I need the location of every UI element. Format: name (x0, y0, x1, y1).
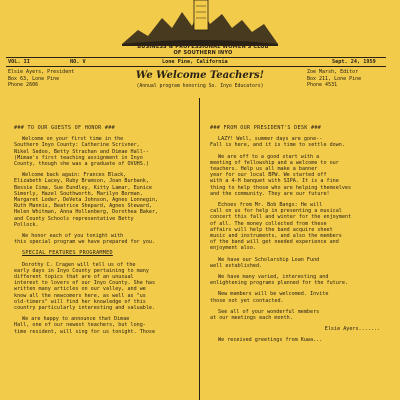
banner-subtitle: (Annual program honoring So. Inyo Educators) (136, 84, 264, 89)
left-paragraph-5: We are happy to announce that Dimae Hall, one of our newest teachers, but long- time resident, will sing for us tonight. Those (14, 316, 156, 335)
right-paragraph-1: LAZY! Well, summer days are gone-- Fall is here, and it is time to settle down. (210, 136, 345, 149)
presidents-desk-heading: ### FROM OUR PRESIDENT'S DESK ### (210, 125, 322, 131)
club-name (113, 44, 293, 56)
issue-date: Sept. 24, 1959 (332, 59, 376, 65)
right-paragraph-3: Echoes from Mr. Bob Bangs: He will call on us for help in presenting a musical concert this fall and winter for the enjoyment of all. The money collected from these affairs will help the band acquire sheet music and instruments, and also the members of the band will get needed experience and enjoyment also. (210, 202, 352, 252)
president-info (8, 69, 74, 89)
masthead-top-rule (6, 57, 386, 58)
president-signature: Elsie Ayers....... (324, 326, 380, 333)
editor-name: Zoe Marsh, Editor (307, 69, 359, 75)
masthead-bottom-rule (6, 66, 386, 67)
right-paragraph-5: We have many varied, interesting and enlightening programs planned for the future. (210, 274, 349, 287)
left-paragraph-4: Dorothy C. Cragen will tell us of the early days in Inyo County pertaining to many different topics that are of an unusual interest to lovers of our Inyo County. She has written many articles on our valley, and we know all the newcomers here, as well as "us old-timers" will find her knowledge of this country particularly interesting and valuable. (14, 261, 156, 312)
president-box: Box 63, Lone Pine (8, 75, 60, 82)
special-features-heading-text: SPECIAL FEATURES PROGRAMMED (22, 250, 113, 257)
number-label: NO. V (70, 59, 86, 65)
right-column (210, 125, 394, 349)
club-name-line-2: OF SOUTHERN INYO (173, 50, 233, 56)
left-column (14, 125, 196, 340)
location-label: Lone Pine, California (162, 59, 228, 65)
left-paragraph-3: We honor each of you tonight with this special program we have prepared for you. (14, 233, 156, 246)
column-divider (199, 98, 200, 400)
right-trailing-text: We received greetings from Kuwa... (218, 337, 323, 344)
right-paragraph-6: New members will be welcomed. Invite those not yet contacted. (210, 291, 329, 304)
left-paragraph-1: Welcome on your first time in the Southern Inyo County: Catherine Scrivner, Nikel Sedoo, Betty Strachan and Dimae Hall-- (Mimae's first teaching assignment in Inyo County, though she was a graduate of OVUHS.) (14, 136, 149, 168)
right-paragraph-4: We have our Scholarship Loan Fund well established. (210, 256, 320, 269)
editor-box: Box 211, Lone Pine (307, 75, 362, 82)
editor-info (307, 69, 361, 89)
president-name: Elsie Ayers, President (8, 69, 75, 75)
right-paragraph-7: See all of your wonderful members at our meetings each month. (210, 308, 320, 322)
club-name-line-1: BUSINESS & PROFESSIONAL WOMEN'S CLUB (137, 44, 269, 50)
right-paragraph-2: We are off to a good start with a meeting of fellowship and a welcome to our teachers. Help us all make a banner year for our local BPW. We started off with a 4-H banquet with SIPA. It is a fine thing to help those who are helping themselves and the community. They are our future! (210, 153, 352, 197)
left-paragraph-2: Welcome back again: Frances Black, Elizabeth Lacey, Ruby Bramson, Joan Burbank, Bessie Cima, Sue Eundley, Kitty Lamar, Eunice Simerly, Hazel Southworth, Marilyn Borman, Margaret Loder, DeVeta Johnson, Agnes Lonnegin, Ruth Mannis, Beatrice Shepard, Agnes Steward, Helen Whitman, Anna Hollenberg, Dorothea Baker, and County Schools representative Betty Pollock. (14, 172, 159, 228)
president-phone: Phone 2606 (8, 82, 39, 89)
special-features-heading (22, 250, 196, 256)
editor-phone: Phone 4531 (307, 82, 338, 89)
volume-label: VOL. II (8, 59, 30, 65)
guests-of-honor-heading: ### TO OUR GUESTS OF HONOR ### (14, 125, 116, 131)
banner-title: We Welcome Teachers! (135, 70, 265, 81)
